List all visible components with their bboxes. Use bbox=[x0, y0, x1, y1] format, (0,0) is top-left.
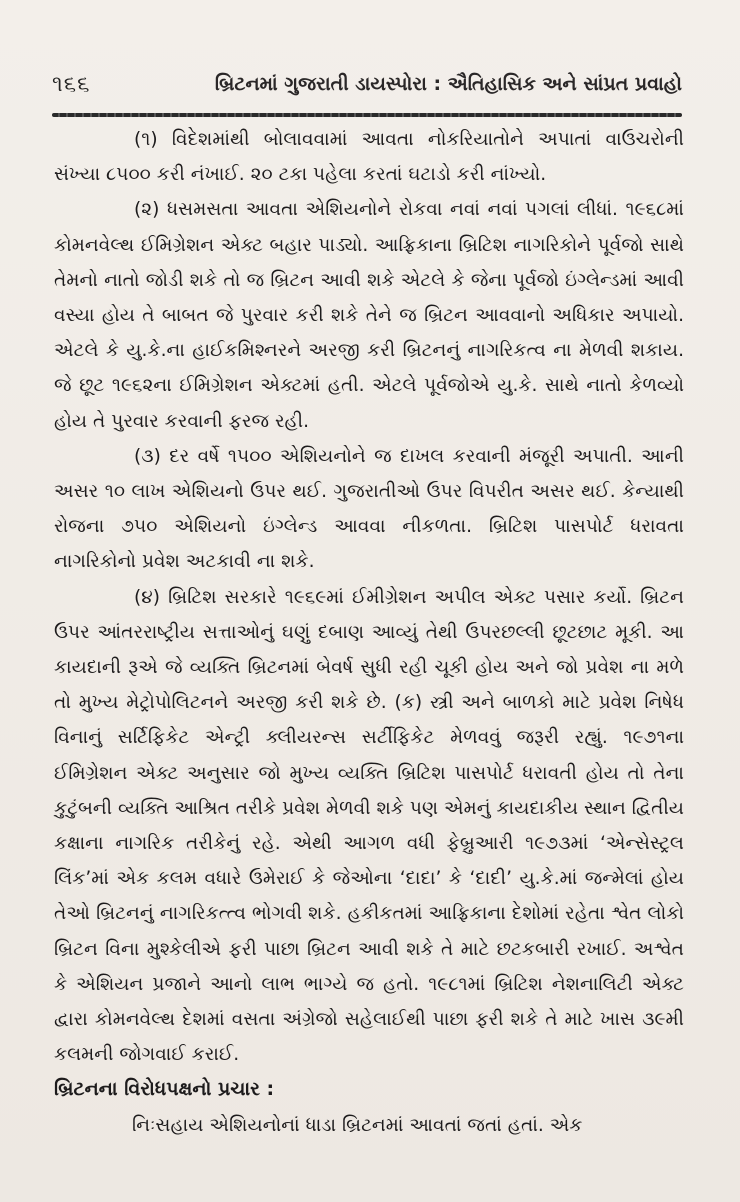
paragraph-1: (૧) વિદેશમાંથી બોલાવવામાં આવતા નોકરિયાતોને અપાતાં વાઉચરોની સંખ્યા ૮૫૦૦ કરી નંખાઈ. ૨૦ ટકા પહેલા કરતાં ઘટાડો કરી નાંખ્યો. bbox=[54, 129, 684, 186]
paragraph-5: નિઃસહાય એશિયનોનાં ધાડા બ્રિટનમાં આવતાં જતાં હતાં. એક bbox=[132, 1114, 583, 1136]
page-number: ૧૬૬ bbox=[52, 71, 91, 97]
header-rule bbox=[52, 113, 682, 117]
paragraph-2: (૨) ધસમસતા આવતા એશિયનોને રોકવા નવાં નવાં પગલાં લીધાં. ૧૯૬૮માં કોમનવેલ્થ ઈમિગ્રેશન એક્ટ બહાર પાડ્યો. આફ્રિકાના બ્રિટિશ નાગરિકોને પૂર્વજો સાથે તેમનો નાતો જોડી શકે તો જ બ્રિટન આવી શકે એટલે કે જેના પૂર્વજો ઇંગ્લેન્ડમાં આવી વસ્યા હોય તે બાબત જે પુરવાર કરી શકે તેને જ બ્રિટન આવવાનો અધિકાર અપાયો. એટલે કે યુ.કે.ના હાઈકમિશ્નરને અરજી કરી બ્રિટનનું નાગરિકત્વ ના મેળવી શકાય. જે છૂટ ૧૯૬૨ના ઈમિગ્રેશન એક્ટમાં હતી. એટલે પૂર્વજોએ યુ.કે. સાથે નાતો કેળવ્યો હોય તે પુરવાર કરવાની ફરજ રહી. bbox=[54, 199, 684, 432]
section-heading: બ્રિટનના વિરોધપક્ષનો પ્રચાર : bbox=[54, 1078, 275, 1101]
page-header bbox=[52, 66, 682, 102]
paragraph-3: (૩) દર વર્ષે ૧૫૦૦ એશિયનોને જ દાખલ કરવાની મંજૂરી અપાતી. આની અસર ૧૦ લાખ એશિયનો ઉપર થઈ. ગુજરાતીઓ ઉપર વિપરીત અસર થઈ. કેન્યાથી રોજના ૭૫૦ એશિયનો ઇંગ્લેન્ડ આવવા નીકળતા. બ્રિટિશ પાસપોર્ટ ધરાવતા નાગરિકોનો પ્રવેશ અટકાવી ના શકે. bbox=[54, 445, 684, 573]
running-title: બ્રિટનમાં ગુજરાતી ડાયસ્પોરા : ઐતિહાસિક અને સાંપ્રત પ્રવાહો bbox=[214, 73, 682, 95]
paragraph-4: (૪) બ્રિટિશ સરકારે ૧૯૬૯માં ઈમીગ્રેશન અપીલ એક્ટ પસાર કર્યો. બ્રિટન ઉપર આંતરરાષ્ટ્રીય સત્તાઓનું ઘણું દબાણ આવ્યું તેથી ઉપરછલ્લી છૂટછાટ મૂકી. આ કાયદાની રૂએ જે વ્યક્તિ બ્રિટનમાં બેવર્ષ સુધી રહી ચૂકી હોય અને જો પ્રવેશ ના મળે તો મુખ્ય મેટ્રોપોલિટનને અરજી કરી શકે છે. (ક) સ્ત્રી અને બાળકો માટે પ્રવેશ નિષેધ વિનાનું સર્ટિફિકેટ એન્ટ્રી ક્લીયરન્સ સર્ટીફિકેટ મેળવવું જરૂરી રહ્યું. ૧૯૭૧ના ઈમિગ્રેશન એક્ટ અનુસાર જો મુખ્ય વ્યક્તિ બ્રિટિશ પાસપોર્ટ ધરાવતી હોય તો તેના કુટુંબની વ્યક્તિ આશ્રિત તરીકે પ્રવેશ મેળવી શકે પણ એમનું કાયદાકીય સ્થાન દ્વિતીય કક્ષાના નાગરિક તરીકેનું રહે. એથી આગળ વધી ફેબ્રુઆરી ૧૯૭૩માં ‘એન્સેસ્ટ્રલ લિંક’માં એક કલમ વધારે ઉમેરાઈ કે જેઓના ‘દાદા’ કે ‘દાદી’ યુ.કે.માં જન્મેલાં હોય તેઓ બ્રિટનનું નાગરિકત્ત્વ ભોગવી શકે. હકીકતમાં આફ્રિકાના દેશોમાં રહેતા શ્વેત લોકો બ્રિટન વિના મુશ્કેલીએ ફરી પાછા બ્રિટન આવી શકે તે માટે છટકબારી રખાઈ. અશ્વેત કે એશિયન પ્રજાને આનો લાભ ભાગ્યે જ હતો. ૧૯૮૧માં બ્રિટિશ નેશનાલિટી એક્ટ દ્વારા કોમનવેલ્થ દેશમાં વસતા અંગ્રેજો સહેલાઈથી પાછા ફરી શકે તે માટે ખાસ ૩૯મી કલમની જોગવાઈ કરાઈ. bbox=[54, 586, 684, 1066]
page-body bbox=[54, 122, 684, 1143]
